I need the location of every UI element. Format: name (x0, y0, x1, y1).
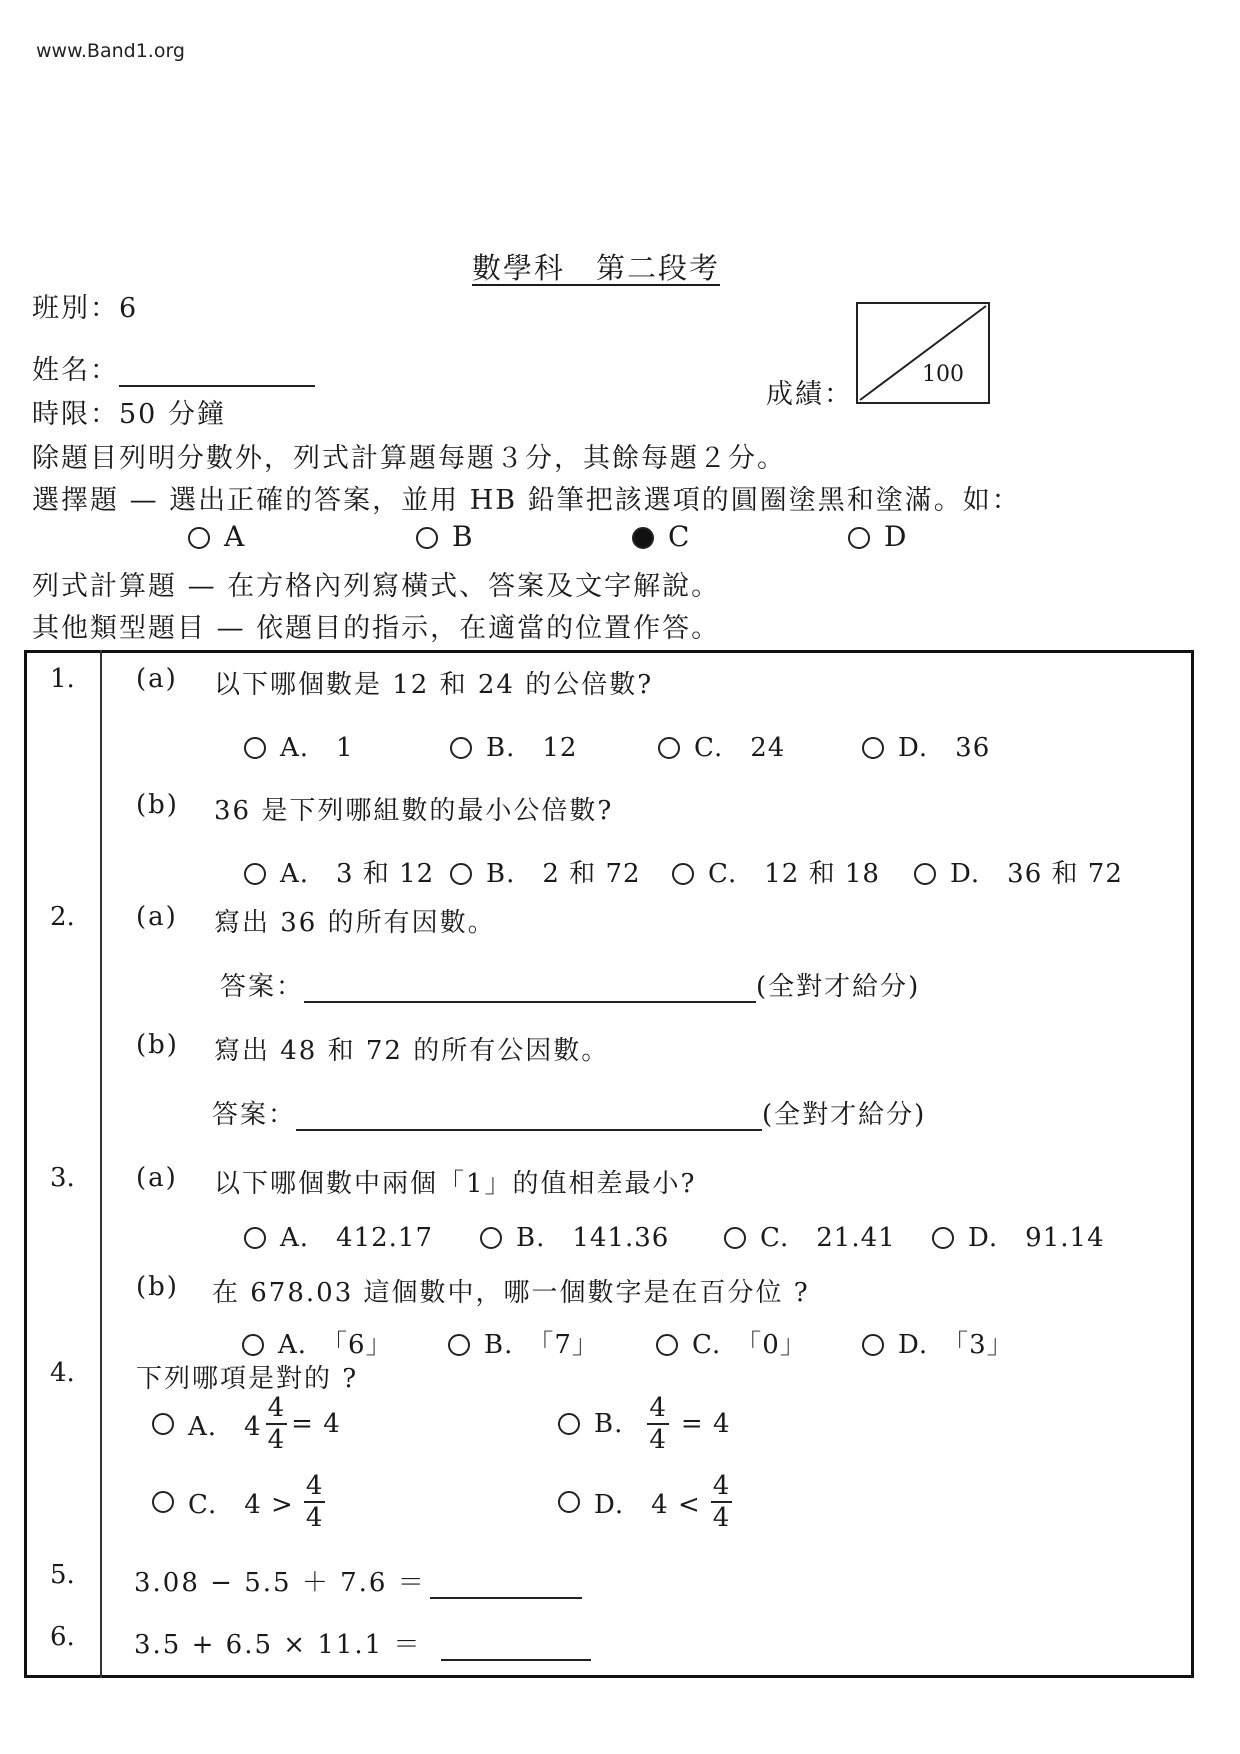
empty-circle-icon (848, 527, 870, 549)
answer-line (304, 973, 756, 1003)
score-diagonal (858, 304, 988, 402)
q2a-label: (a) (136, 902, 178, 932)
q1b-option-a[interactable]: A. 3 和 12 (244, 853, 434, 890)
q1-number: 1. (50, 664, 75, 694)
q2b-answer[interactable] (212, 1094, 926, 1131)
radio-circle-icon (450, 737, 472, 759)
q2b-label: (b) (136, 1030, 179, 1060)
radio-circle-icon (558, 1413, 580, 1435)
demo-option-a: A (188, 520, 244, 553)
radio-circle-icon (450, 863, 472, 885)
radio-circle-icon (656, 1334, 678, 1356)
class-label: 班別：6 (32, 293, 139, 324)
q3b-label: (b) (136, 1272, 179, 1302)
fraction: $\frac{4}{4}$ (712, 1471, 731, 1533)
q6-number: 6. (50, 1622, 75, 1652)
q4-number: 4. (50, 1358, 75, 1388)
radio-circle-icon (862, 737, 884, 759)
q4-option-a[interactable]: A. 4 $\frac{4}{4}$ = 4 (152, 1394, 341, 1454)
q3a-option-c[interactable]: C. 21.41 (724, 1217, 896, 1254)
name-field[interactable] (32, 348, 315, 387)
radio-circle-icon (152, 1491, 174, 1513)
page-title: 數學科 第二段考 (472, 251, 721, 285)
answer-note: (全對才給分) (756, 972, 921, 1002)
q3a-text: 以下哪個數中兩個「1」的值相差最小? (214, 1169, 697, 1199)
radio-circle-icon (448, 1334, 470, 1356)
q2-number: 2. (50, 902, 75, 932)
radio-circle-icon (152, 1413, 174, 1435)
q3b-option-a[interactable]: A. 「6」 (242, 1324, 393, 1361)
site-url: www.Band1.org (36, 40, 185, 62)
q1b-option-c[interactable]: C. 12 和 18 (672, 853, 880, 890)
answer-note: (全對才給分) (762, 1100, 927, 1130)
radio-circle-icon (480, 1227, 502, 1249)
q1a-option-d[interactable]: D. 36 (862, 727, 990, 764)
q3-number: 3. (50, 1163, 75, 1193)
radio-circle-icon (672, 863, 694, 885)
empty-circle-icon (188, 527, 210, 549)
answer-line (430, 1571, 582, 1599)
instruction-1: 除題目列明分數外，列式計算題每題３分，其餘每題２分。 (32, 443, 786, 474)
q3a-option-d[interactable]: D. 91.14 (932, 1217, 1105, 1254)
radio-circle-icon (724, 1227, 746, 1249)
q3a-option-b[interactable]: B. 141.36 (480, 1217, 669, 1254)
filled-circle-icon (632, 527, 654, 549)
q1a-text: 以下哪個數是 12 和 24 的公倍數? (214, 670, 654, 700)
q6-expression[interactable]: 3.5 + 6.5 × 11.1 ＝ (134, 1624, 591, 1661)
q1a-option-a[interactable]: A. 1 (244, 727, 354, 764)
q1a-option-c[interactable]: C. 24 (658, 727, 785, 764)
q1b-text: 36 是下列哪組數的最小公倍數? (214, 796, 614, 826)
radio-circle-icon (932, 1227, 954, 1249)
instruction-4: 其他類型題目 — 依題目的指示，在適當的位置作答。 (32, 613, 721, 644)
instruction-2: 選擇題 — 選出正確的答案，並用 HB 鉛筆把該選項的圓圈塗黑和塗滿。如： (32, 485, 1021, 516)
q4-text: 下列哪項是對的 ? (136, 1364, 359, 1394)
time-label: 時限：50 分鐘 (32, 399, 226, 430)
q1a-option-b[interactable]: B. 12 (450, 727, 577, 764)
q3a-option-a[interactable]: A. 412.17 (244, 1217, 433, 1254)
answer-label: 答案： (220, 972, 305, 1002)
fraction: $\frac{4}{4}$ (267, 1393, 286, 1455)
demo-option-c: C (632, 520, 689, 553)
q1b-label: (b) (136, 790, 179, 820)
score-total: 100 (922, 362, 964, 387)
name-label: 姓名： (32, 355, 119, 386)
q3b-text: 在 678.03 這個數中，哪一個數字是在百分位 ? (212, 1278, 810, 1308)
name-line (119, 357, 315, 387)
q1a-label: (a) (136, 664, 178, 694)
radio-circle-icon (244, 863, 266, 885)
fraction: $\frac{4}{4}$ (305, 1471, 324, 1533)
q4-option-d[interactable]: D. 4 < $\frac{4}{4}$ (558, 1472, 736, 1532)
q4-option-c[interactable]: C. 4 > $\frac{4}{4}$ (152, 1472, 329, 1532)
score-box (856, 302, 990, 404)
score-label: 成績： (766, 379, 853, 410)
q5-number: 5. (50, 1560, 75, 1590)
q3b-option-d[interactable]: D. 「3」 (862, 1324, 1014, 1361)
q2b-text: 寫出 48 和 72 的所有公因數。 (214, 1036, 610, 1066)
radio-circle-icon (558, 1491, 580, 1513)
q1b-option-d[interactable]: D. 36 和 72 (914, 853, 1123, 890)
radio-circle-icon (244, 737, 266, 759)
fraction: $\frac{4}{4}$ (649, 1393, 667, 1455)
q3b-option-b[interactable]: B. 「7」 (448, 1324, 599, 1361)
q3b-option-c[interactable]: C. 「0」 (656, 1324, 807, 1361)
demo-option-d: D (848, 520, 906, 553)
instruction-3: 列式計算題 — 在方格內列寫橫式、答案及文字解說。 (32, 571, 721, 602)
number-column-divider (100, 650, 102, 1678)
radio-circle-icon (914, 863, 936, 885)
radio-circle-icon (242, 1334, 264, 1356)
q2a-text: 寫出 36 的所有因數。 (214, 908, 496, 938)
radio-circle-icon (244, 1227, 266, 1249)
q1b-option-b[interactable]: B. 2 和 72 (450, 853, 641, 890)
radio-circle-icon (862, 1334, 884, 1356)
answer-label: 答案： (212, 1100, 297, 1130)
answer-line (441, 1633, 591, 1661)
empty-circle-icon (416, 527, 438, 549)
radio-circle-icon (658, 737, 680, 759)
answer-line (296, 1101, 762, 1131)
q5-expression[interactable]: 3.08 − 5.5 ＋ 7.6 ＝ (134, 1562, 582, 1599)
q3a-label: (a) (136, 1163, 178, 1193)
demo-option-b: B (416, 520, 473, 553)
q4-option-b[interactable]: B. $\frac{4}{4}$ = 4 (558, 1394, 731, 1454)
q2a-answer[interactable] (220, 966, 920, 1003)
